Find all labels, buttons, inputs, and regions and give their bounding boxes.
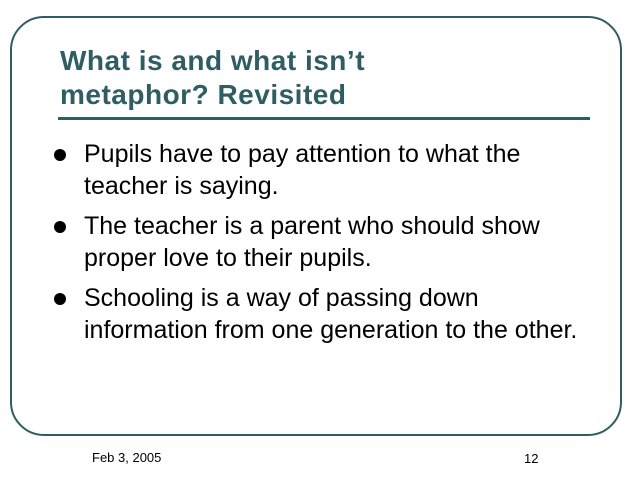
bullet-dot-icon	[54, 221, 66, 233]
bullet-item	[46, 282, 606, 346]
page-number: 12	[524, 451, 539, 466]
bullet-dot-icon	[54, 149, 66, 161]
slide-title-line-2: metaphor? Revisited	[60, 79, 347, 110]
footer-date: Feb 3, 2005	[92, 450, 162, 465]
slide-title-line-1: What is and what isn’t	[60, 45, 366, 76]
bullet-dot-icon	[54, 293, 66, 305]
bullet-text: Pupils have to pay attention to what the teacher is saying.	[84, 140, 521, 200]
bullet-item	[46, 210, 606, 274]
bullet-text: The teacher is a parent who should show proper love to their pupils.	[84, 212, 540, 272]
bullet-list	[46, 138, 606, 354]
title-underline	[58, 117, 590, 120]
bullet-text: Schooling is a way of passing down information from one generation to the other.	[84, 284, 578, 344]
slide-title	[60, 44, 600, 112]
bullet-item	[46, 138, 606, 202]
